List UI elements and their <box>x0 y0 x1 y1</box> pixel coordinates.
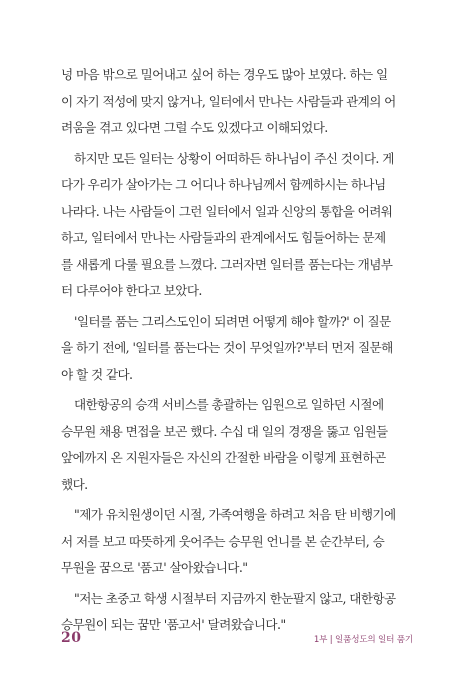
paragraph-4 <box>61 392 413 498</box>
paragraph-5-quote <box>61 502 413 582</box>
text-line: 무원을 꿈으로 '품고' 살아왔습니다." <box>61 560 248 575</box>
running-head: 1부 | 일품성도의 일터 품기 <box>313 635 413 645</box>
text-line: 을 하기 전에, '일터를 품는다는 것이 무엇일까?'부터 먼저 질문해 <box>61 340 393 355</box>
text-line: 이 자기 적성에 맞지 않거나, 일터에서 만나는 사람들과 관계의 어 <box>61 93 396 109</box>
text-line: 하지만 모든 일터는 상황이 어떠하든 하나님이 주신 것이다. 게 <box>74 150 394 166</box>
text-line: "제가 유치원생이던 시절, 가족여행을 하려고 처음 탄 비행기에 <box>74 507 396 522</box>
text-line: 하고, 일터에서 만나는 사람들과의 관계에서도 힘들어하는 문제 <box>61 230 386 245</box>
text-line: 려움을 겪고 있다면 그럴 수도 있겠다고 이해되었다. <box>61 120 328 135</box>
body-text <box>61 62 413 643</box>
text-line: 넝 마음 밖으로 밀어내고 싶어 하는 경우도 많아 보였다. 하는 일 <box>61 67 388 82</box>
text-line: '일터를 품는 그리스도인이 되려면 어떻게 해야 할까?' 이 질문 <box>74 313 391 329</box>
text-line: 했다. <box>61 476 88 492</box>
text-line: 터 다루어야 한다고 보았다. <box>61 283 202 298</box>
text-line: 를 새롭게 다룰 필요를 느꼈다. 그러자면 일터를 품는다는 개념부 <box>61 256 393 272</box>
text-line: 나라다. 나는 사람들이 그런 일터에서 일과 신앙의 통합을 어려워 <box>61 203 393 219</box>
paragraph-1 <box>61 62 413 142</box>
text-line: 승무원 채용 면접을 보곤 했다. 수십 대 일의 경쟁을 뚫고 임원들 <box>61 423 388 439</box>
paragraph-2 <box>61 146 413 305</box>
text-line: 앞에까지 온 지원자들은 자신의 간절한 바람을 이렇게 표현하곤 <box>61 450 386 465</box>
text-line: 다가 우리가 살아가는 그 어디나 하나님께서 함께하시는 하나님 <box>61 177 386 192</box>
page-number: 20 <box>61 630 82 646</box>
text-line: 서 저를 보고 따뜻하게 웃어주는 승무원 언니를 본 순간부터, 승 <box>61 533 385 549</box>
text-line: 승무원이 되는 꿈만 '품고서' 달려왔습니다." <box>61 617 286 632</box>
text-line: "저는 초중고 학생 시절부터 지금까지 한눈팔지 않고, 대한항공 <box>74 590 396 606</box>
text-line: 야 할 것 같다. <box>61 366 133 382</box>
page-footer <box>61 630 413 650</box>
text-line: 대한항공의 승객 서비스를 총괄하는 임원으로 일하던 시절에 <box>74 397 384 412</box>
paragraph-3 <box>61 309 413 389</box>
